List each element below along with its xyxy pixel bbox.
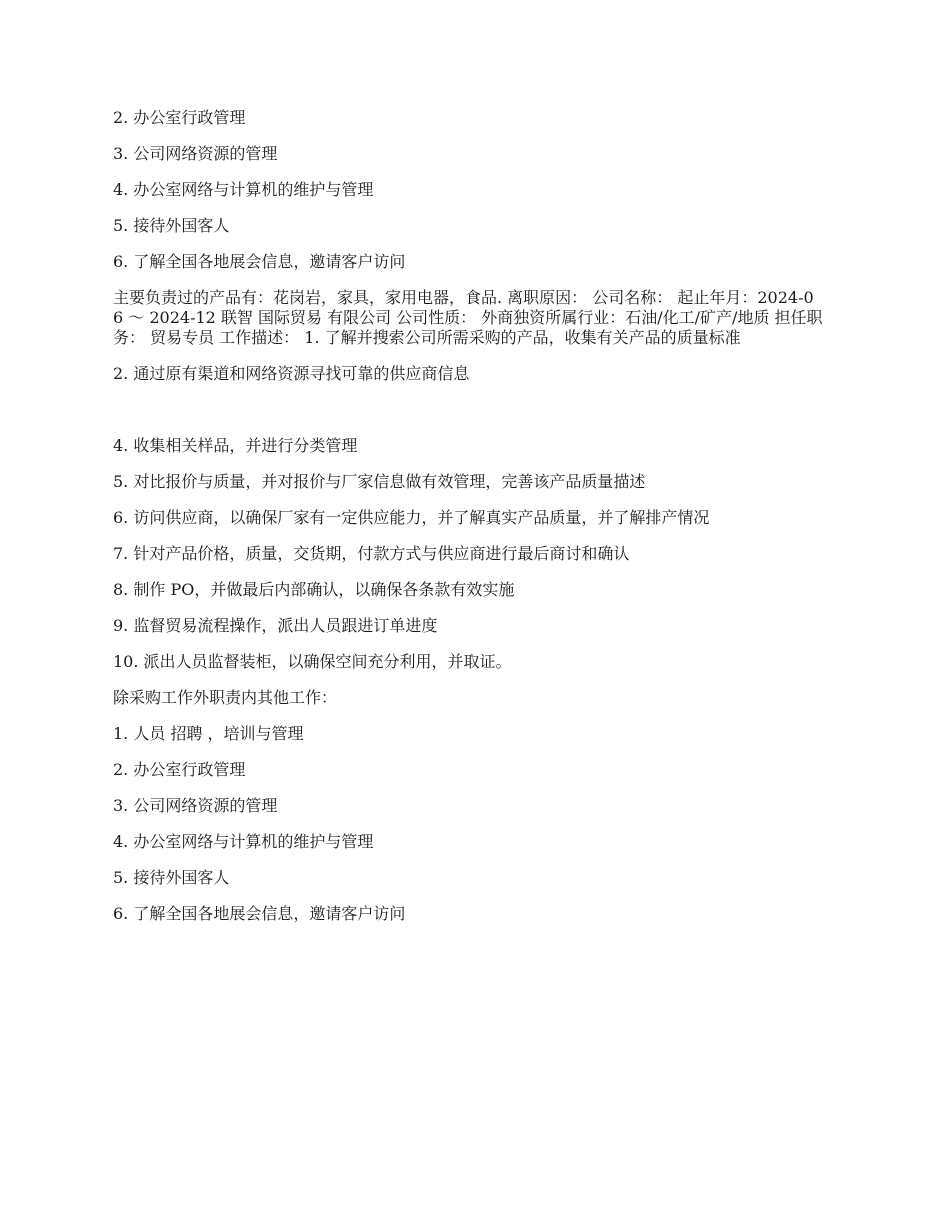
text-line: 2. 办公室行政管理 bbox=[113, 760, 246, 779]
text-line: 4. 办公室网络与计算机的维护与管理 bbox=[113, 180, 374, 199]
text-line: 3. 公司网络资源的管理 bbox=[113, 796, 278, 815]
text-line: 4. 收集相关样品，并进行分类管理 bbox=[113, 436, 358, 455]
text-line: 1. 人员 招聘 ，培训与管理 bbox=[113, 724, 304, 743]
text-line: 2. 通过原有渠道和网络资源寻找可靠的供应商信息 bbox=[113, 364, 470, 383]
text-line: 5. 接待外国客人 bbox=[113, 216, 230, 235]
text-line: 10. 派出人员监督装柜，以确保空间充分利用，并取证。 bbox=[113, 652, 512, 671]
text-line: 6. 了解全国各地展会信息，邀请客户访问 bbox=[113, 904, 406, 923]
text-line: 6. 了解全国各地展会信息，邀请客户访问 bbox=[113, 252, 406, 271]
summary-paragraph: 主要负责过的产品有：花岗岩，家具，家用电器，食品. 离职原因： 公司名称： 起止年月：2024-06 ～ 2024-12 联智 国际贸易 有限公司 公司性质： 外商独资所属行业：石油/化工/矿产/地质 担任职务： 贸易专员 工作描述： 1. 了解并搜索公司所需采购的产品，收集有关产品的质量标准 bbox=[113, 288, 823, 347]
text-line: 3. 公司网络资源的管理 bbox=[113, 144, 278, 163]
text-line: 5. 对比报价与质量，并对报价与厂家信息做有效管理，完善该产品质量描述 bbox=[113, 472, 646, 491]
section-heading: 除采购工作外职责内其他工作： bbox=[113, 688, 338, 707]
document-page bbox=[113, 108, 823, 940]
text-line: 8. 制作 PO，并做最后内部确认，以确保各条款有效实施 bbox=[113, 580, 515, 599]
blank-gap bbox=[113, 400, 823, 436]
text-line: 7. 针对产品价格，质量，交货期，付款方式与供应商进行最后商讨和确认 bbox=[113, 544, 630, 563]
text-line: 5. 接待外国客人 bbox=[113, 868, 230, 887]
text-line: 6. 访问供应商，以确保厂家有一定供应能力，并了解真实产品质量，并了解排产情况 bbox=[113, 508, 710, 527]
text-line: 9. 监督贸易流程操作，派出人员跟进订单进度 bbox=[113, 616, 438, 635]
text-line: 4. 办公室网络与计算机的维护与管理 bbox=[113, 832, 374, 851]
text-line: 2. 办公室行政管理 bbox=[113, 108, 246, 127]
